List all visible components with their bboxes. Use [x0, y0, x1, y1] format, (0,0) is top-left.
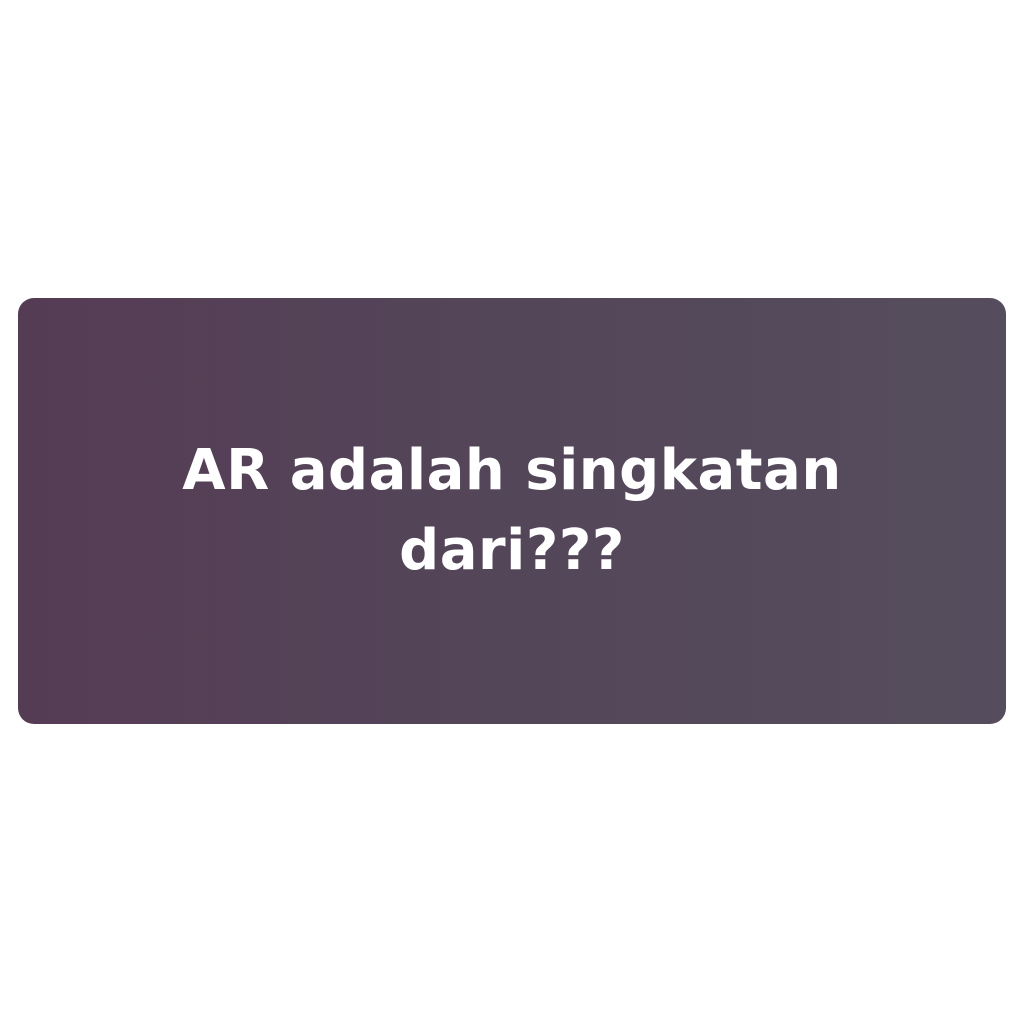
question-text: AR adalah singkatan dari??? [182, 438, 842, 583]
question-card [18, 298, 1006, 724]
